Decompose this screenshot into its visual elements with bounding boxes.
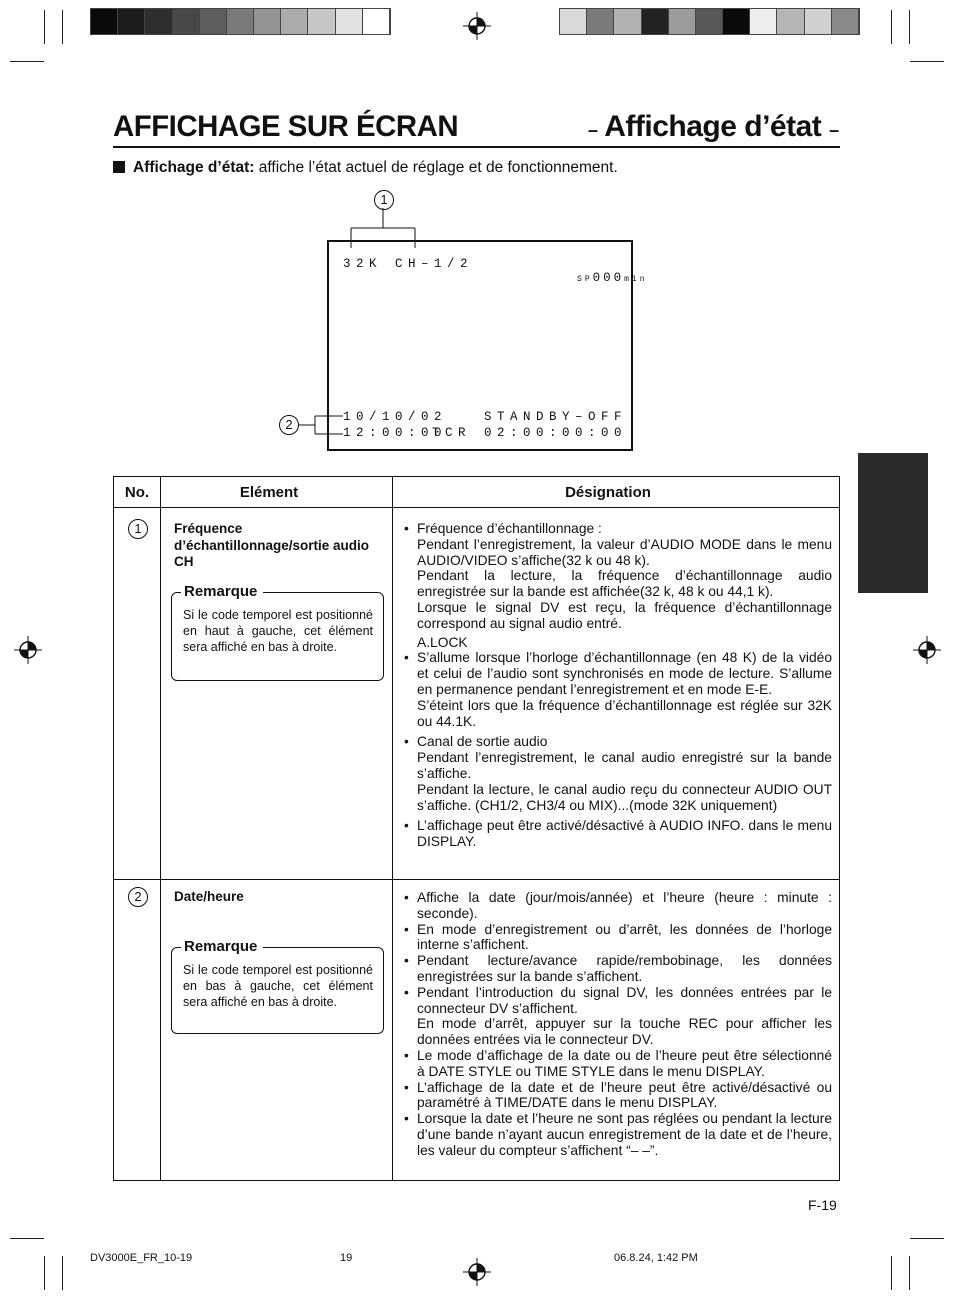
screen-tcr: TCR 02:00:00:00: [431, 426, 627, 440]
list-item: • L’affichage de la date et de l’heure peut être activé/désactivé ou paramétré à TIME/DATE dans le menu DISPLAY.: [404, 1080, 832, 1112]
column-header-no: No.: [124, 484, 150, 501]
callout-number: 1: [374, 190, 394, 210]
color-swatch: [777, 9, 804, 34]
page-subtitle: [588, 110, 839, 144]
table-divider: [392, 477, 393, 1180]
row-element-name: Date/heure: [174, 889, 244, 904]
page-title: AFFICHAGE SUR ÉCRAN: [113, 110, 459, 143]
color-swatch: [696, 9, 723, 34]
color-swatch: [145, 9, 172, 34]
remark-box: [171, 583, 384, 681]
row-number: 2: [128, 887, 148, 907]
intro-line: [113, 159, 618, 177]
list-item-text: Pendant la lecture, le canal audio reçu du connecteur AUDIO OUT s’affiche. (CH1/2, CH3/4 ou MIX)...(mode 32K uniquement): [417, 781, 832, 813]
screen-time: 12:00:00: [343, 426, 448, 440]
status-display-screen: [327, 240, 648, 451]
table-divider: [160, 477, 161, 1180]
list-item: [404, 985, 832, 1048]
section-tab: [858, 453, 928, 593]
remark-box: [171, 938, 384, 1034]
footer-timestamp: 06.8.24, 1:42 PM: [614, 1252, 698, 1264]
color-swatch: [254, 9, 281, 34]
callout-bracket: [299, 415, 345, 437]
row-designation: [404, 521, 832, 855]
column-header-designation: Désignation: [565, 484, 651, 501]
title-dash: –: [829, 120, 839, 140]
crop-mark: [62, 10, 63, 44]
list-item-text: Pendant l’enregistrement, la valeur d’AUDIO MODE dans le menu AUDIO/VIDEO s’affiche(32 k ou 48 k).: [417, 536, 832, 568]
crop-mark: [891, 1256, 892, 1290]
list-item: • Le mode d’affichage de la date ou de l’heure peut être sélectionné à DATE STYLE ou TIME STYLE dans le menu DISPLAY.: [404, 1048, 832, 1080]
color-swatch: [614, 9, 641, 34]
table-divider: [114, 507, 839, 508]
screen-standby: STANDBY–OFF: [483, 410, 627, 424]
screen-unit: min: [624, 275, 648, 284]
color-calibration-bar-left: [90, 8, 391, 35]
color-swatch: [200, 9, 227, 34]
column-header-element: Elément: [239, 484, 299, 501]
color-swatch: [227, 9, 254, 34]
color-swatch: [587, 9, 614, 34]
list-item-text: Lorsque le signal DV est reçu, la fréquence d’échantillonnage correspond au signal audio entré.: [417, 599, 832, 631]
row-element-name: Fréquence d’échantillonnage/sortie audio CH: [174, 521, 370, 569]
list-item-text: • Pendant l’introduction du signal DV, les données entrées par le connecteur DV s’affichent.: [417, 984, 832, 1016]
list-item-text: En mode d’arrêt, appuyer sur la touche REC pour afficher les données entrées via le connecteur DV.: [417, 1016, 832, 1048]
registration-target-icon: [913, 636, 941, 664]
title-dash: –: [588, 120, 598, 140]
remark-text: Si le code temporel est positionné en haut à gauche, cet élément sera affiché en bas à droite.: [183, 608, 373, 654]
list-item: • En mode d’enregistrement ou d’arrêt, les données de l’horloge interne s’affichent.: [404, 922, 832, 954]
list-item: • Pendant lecture/avance rapide/rembobinage, les données enregistrées sur la bande s’affichent.: [404, 953, 832, 985]
page-subtitle-text: Affichage d’état: [604, 110, 822, 143]
intro-label: Affichage d’état:: [133, 159, 255, 176]
crop-mark: [891, 10, 892, 44]
color-swatch: [336, 9, 363, 34]
registration-target-icon: [463, 1258, 491, 1286]
screen-counter: 000: [592, 271, 625, 285]
list-item: • Lorsque la date et l’heure ne sont pas réglées ou pendant la lecture d’une bande n’ayant aucun enregistrement de la date et de l’heure, les valeur du compteur s’affichent “– –”.: [404, 1111, 832, 1158]
intro-text: affiche l’état actuel de réglage et de fonctionnement.: [254, 159, 618, 176]
callout-number: 2: [279, 415, 299, 435]
color-swatch: [560, 9, 587, 34]
color-swatch: [723, 9, 750, 34]
row-designation: [404, 890, 832, 1159]
table-divider: [114, 879, 839, 880]
crop-mark: [909, 1256, 910, 1290]
list-item-text: • Fréquence d’échantillonnage :: [417, 521, 602, 536]
color-swatch: [805, 9, 832, 34]
list-item: • L’affichage peut être activé/désactivé à AUDIO INFO. dans le menu DISPLAY.: [404, 818, 832, 850]
color-swatch: [118, 9, 145, 34]
screen-sp-counter: [535, 257, 648, 299]
remark-text: Si le code temporel est positionné en bas à gauche, cet élément sera affiché en bas à droite.: [183, 963, 373, 1009]
color-swatch: [750, 9, 777, 34]
color-swatch: [642, 9, 669, 34]
list-item-text: • S’allume lorsque l’horloge d’échantillonnage (en 48 K) de la vidéo et celui de l’audio sont synchronisés en mode de lecture. S’allume en permanence pendant l’enregistrement et en mode E-E.: [417, 650, 832, 697]
screen-date: 10/10/02: [343, 410, 448, 424]
crop-mark: [62, 1256, 63, 1290]
title-rule: [113, 146, 840, 148]
color-swatch: [308, 9, 335, 34]
color-calibration-bar-right: [559, 8, 860, 35]
page-number: F-19: [808, 1197, 837, 1213]
list-item-text: • Canal de sortie audio: [417, 734, 548, 750]
screen-audio-info: 32K CH–1/2: [343, 257, 474, 271]
color-swatch: [281, 9, 308, 34]
crop-mark: [44, 10, 45, 44]
color-swatch: [832, 9, 859, 34]
registration-target-icon: [463, 12, 491, 40]
list-item: [404, 734, 832, 813]
crop-mark: [909, 10, 910, 44]
color-swatch: [669, 9, 696, 34]
square-bullet-icon: [113, 161, 125, 173]
color-swatch: [363, 9, 390, 34]
screen-sp: SP: [577, 275, 593, 284]
crop-mark: [910, 1238, 944, 1239]
status-table: [113, 476, 840, 1181]
list-item-text: Pendant l’enregistrement, le canal audio enregistré sur la bande s’affiche.: [417, 750, 832, 781]
list-item-text: S’éteint lors que la fréquence d’échantillonnage est réglée sur 32K ou 44.1K.: [417, 697, 832, 729]
remark-label: Remarque: [181, 583, 263, 601]
list-item-text: Pendant la lecture, la fréquence d’échantillonnage audio enregistrée sur la bande est affichée(32 k, 48 k ou 44,1 k).: [417, 568, 832, 600]
footer-file: DV3000E_FR_10-19: [90, 1252, 193, 1264]
remark-label: Remarque: [181, 938, 263, 956]
crop-mark: [10, 1238, 44, 1239]
color-swatch: [91, 9, 118, 34]
list-item: A.LOCK: [417, 634, 468, 650]
color-swatch: [173, 9, 200, 34]
crop-mark: [44, 1256, 45, 1290]
row-number: 1: [128, 519, 148, 539]
list-item: • Affiche la date (jour/mois/année) et l’heure (heure : minute : seconde).: [404, 890, 832, 922]
registration-target-icon: [14, 636, 42, 664]
crop-mark: [910, 61, 944, 62]
footer-page: 19: [340, 1252, 353, 1264]
crop-mark: [10, 61, 44, 62]
list-item: [404, 650, 832, 729]
list-item: [404, 521, 832, 632]
